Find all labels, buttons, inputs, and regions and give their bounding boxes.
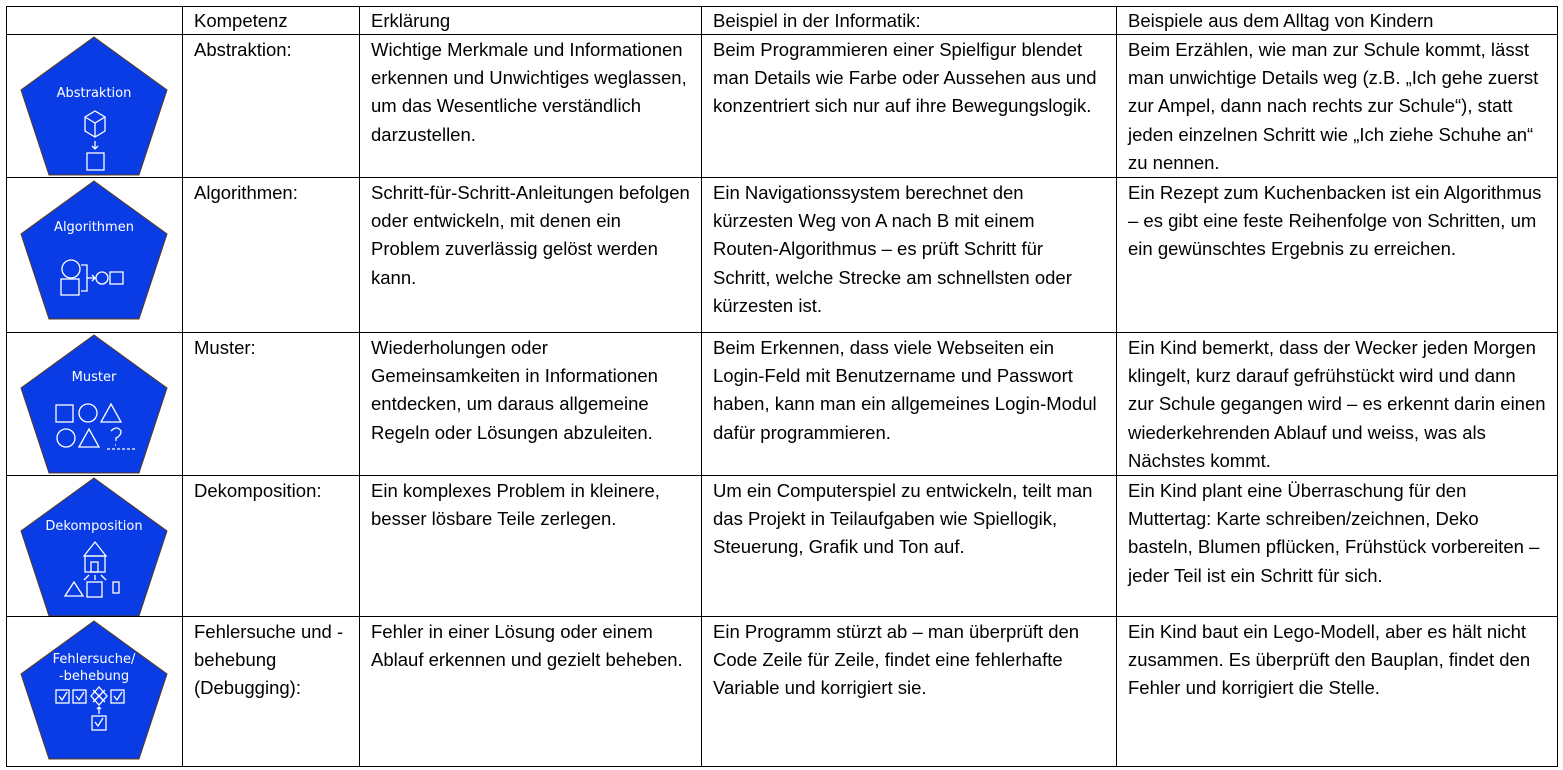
header-informatik: Beispiel in der Informatik:: [702, 7, 1117, 35]
erklaerung-cell: Schritt-für-Schritt-Anleitungen befolgen oder entwickeln, mit denen ein Problem zuverlässig gelöst werden kann.: [360, 178, 702, 333]
icon-label: Dekomposition: [45, 519, 143, 535]
debugging-icon: [19, 619, 169, 761]
header-row: [7, 7, 1558, 35]
header-kompetenz: Kompetenz: [183, 7, 360, 35]
icon-label: Abstraktion: [56, 86, 132, 101]
icon-cell: [7, 333, 183, 476]
competency-table: [6, 6, 1558, 767]
table-row: [7, 35, 1558, 178]
icon-label: Muster: [71, 370, 117, 386]
header-alltag: Beispiele aus dem Alltag von Kindern: [1117, 7, 1558, 35]
icon-cell: [7, 35, 183, 178]
informatik-cell: Ein Navigationssystem berechnet den kürzesten Weg von A nach B mit einem Routen-Algorithmus – es prüft Schritt für Schritt, welche Strecke am schnellsten oder kürzesten ist.: [702, 178, 1117, 333]
informatik-cell: Um ein Computerspiel zu entwickeln, teilt man das Projekt in Teilaufgaben wie Spiellogik, Steuerung, Grafik und Ton auf.: [702, 476, 1117, 617]
icon-label-2: -behebung: [58, 669, 130, 685]
table-row: [7, 476, 1558, 617]
abstraction-icon: [19, 35, 169, 177]
algorithm-icon: [19, 179, 169, 321]
erklaerung-cell: Ein komplexes Problem in kleinere, besser lösbare Teile zerlegen.: [360, 476, 702, 617]
kompetenz-cell: Fehlersuche und -behebung (Debugging):: [183, 617, 360, 767]
kompetenz-cell: Abstraktion:: [183, 35, 360, 178]
erklaerung-cell: Fehler in einer Lösung oder einem Ablauf erkennen und gezielt beheben.: [360, 617, 702, 767]
decomposition-icon: [19, 476, 169, 617]
pattern-icon: [19, 333, 169, 475]
kompetenz-cell: Algorithmen:: [183, 178, 360, 333]
table-row: [7, 178, 1558, 333]
erklaerung-cell: Wichtige Merkmale und Informationen erkennen und Unwichtiges weglassen, um das Wesentliche verständlich darzustellen.: [360, 35, 702, 178]
icon-label: Algorithmen: [54, 220, 134, 236]
alltag-cell: Beim Erzählen, wie man zur Schule kommt, lässt man unwichtige Details weg (z.B. „Ich gehe zuerst zur Ampel, dann nach rechts zur Schule“), statt jeden einzelnen Schritt wie „Ich ziehe Schuhe an“ zu nennen.: [1117, 35, 1558, 178]
erklaerung-cell: Wiederholungen oder Gemeinsamkeiten in Informationen entdecken, um daraus allgemeine Regeln oder Lösungen abzuleiten.: [360, 333, 702, 476]
informatik-cell: Beim Programmieren einer Spielfigur blendet man Details wie Farbe oder Aussehen aus und konzentriert sich nur auf ihre Bewegungslogik.: [702, 35, 1117, 178]
informatik-cell: Ein Programm stürzt ab – man überprüft den Code Zeile für Zeile, findet eine fehlerhafte Variable und korrigiert sie.: [702, 617, 1117, 767]
table-row: [7, 617, 1558, 767]
icon-cell: [7, 617, 183, 767]
informatik-cell: Beim Erkennen, dass viele Webseiten ein Login-Feld mit Benutzername und Passwort haben, kann man ein allgemeines Login-Modul dafür programmieren.: [702, 333, 1117, 476]
alltag-cell: Ein Rezept zum Kuchenbacken ist ein Algorithmus – es gibt eine feste Reihenfolge von Schritten, um ein gewünschtes Ergebnis zu erreichen.: [1117, 178, 1558, 333]
alltag-cell: Ein Kind bemerkt, dass der Wecker jeden Morgen klingelt, kurz darauf gefrühstückt wird und dann zur Schule gegangen wird – es erkennt darin einen wiederkehrenden Ablauf und weiss, was als Nächstes kommt.: [1117, 333, 1558, 476]
alltag-cell: Ein Kind plant eine Überraschung für den Muttertag: Karte schreiben/zeichnen, Deko basteln, Blumen pflücken, Frühstück vorbereiten – jeder Teil ist ein Schritt für sich.: [1117, 476, 1558, 617]
header-erklaerung: Erklärung: [360, 7, 702, 35]
table-row: [7, 333, 1558, 476]
kompetenz-cell: Muster:: [183, 333, 360, 476]
icon-label: Fehlersuche/: [52, 652, 136, 668]
icon-cell: [7, 476, 183, 617]
header-icon: [7, 7, 183, 35]
icon-cell: [7, 178, 183, 333]
alltag-cell: Ein Kind baut ein Lego-Modell, aber es hält nicht zusammen. Es überprüft den Bauplan, findet den Fehler und korrigiert die Stelle.: [1117, 617, 1558, 767]
kompetenz-cell: Dekomposition:: [183, 476, 360, 617]
